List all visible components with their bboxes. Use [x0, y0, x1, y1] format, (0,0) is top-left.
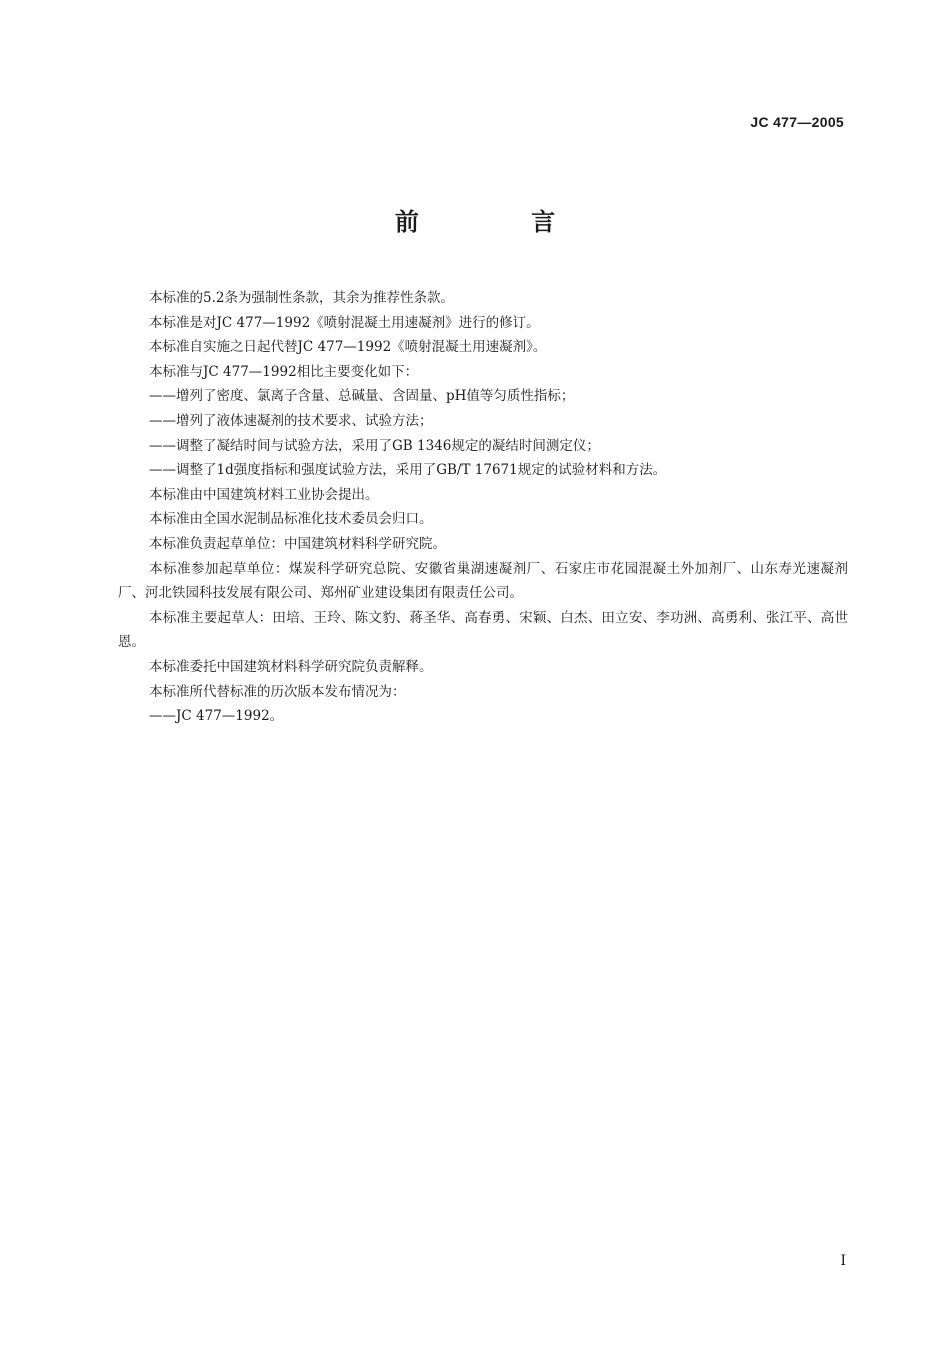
- paragraph: 本标准负责起草单位：中国建筑材料科学研究院。: [149, 535, 446, 552]
- paragraph: 本标准主要起草人：田培、王玲、陈文豹、蒋圣华、高春勇、宋颖、白杰、田立安、李功洲、高勇利、张江平、高世恩。: [118, 609, 848, 651]
- paragraph: 本标准所代替标准的历次版本发布情况为：: [149, 683, 406, 700]
- list-item: ——调整了1d强度指标和强度试验方法，采用了GB/T 17671规定的试验材料和方法。: [149, 462, 667, 479]
- paragraph: 本标准与JC 477—1992相比主要变化如下：: [149, 363, 419, 380]
- list-item: ——JC 477—1992。: [149, 708, 284, 725]
- paragraph: 本标准委托中国建筑材料科学研究院负责解释。: [149, 658, 433, 675]
- paragraph: 本标准由中国建筑材料工业协会提出。: [149, 486, 379, 503]
- standard-code: JC 477—2005: [750, 114, 844, 130]
- paragraph: 本标准自实施之日起代替JC 477—1992《喷射混凝土用速凝剂》。: [149, 339, 547, 356]
- paragraph: 本标准由全国水泥制品标准化技术委员会归口。: [149, 511, 433, 528]
- paragraph: 本标准的5.2条为强制性条款，其余为推荐性条款。: [149, 290, 454, 306]
- page-title: 前 言: [394, 208, 608, 236]
- list-item: ——调整了凝结时间与试验方法，采用了GB 1346规定的凝结时间测定仪；: [149, 437, 600, 454]
- paragraph: 本标准参加起草单位：煤炭科学研究总院、安徽省巢湖速凝剂厂、石家庄市花园混凝土外加剂厂、山东寿光速凝剂厂、河北铁园科技发展有限公司、郑州矿业建设集团有限责任公司。: [118, 560, 848, 602]
- list-item: ——增列了密度、氯离子含量、总碱量、含固量、pH值等匀质性指标；: [149, 388, 575, 405]
- paragraph: 本标准是对JC 477—1992《喷射混凝土用速凝剂》进行的修订。: [149, 314, 540, 331]
- page-number: I: [840, 1253, 846, 1269]
- list-item: ——增列了液体速凝剂的技术要求、试验方法；: [149, 412, 433, 429]
- foreword-body: [118, 286, 848, 729]
